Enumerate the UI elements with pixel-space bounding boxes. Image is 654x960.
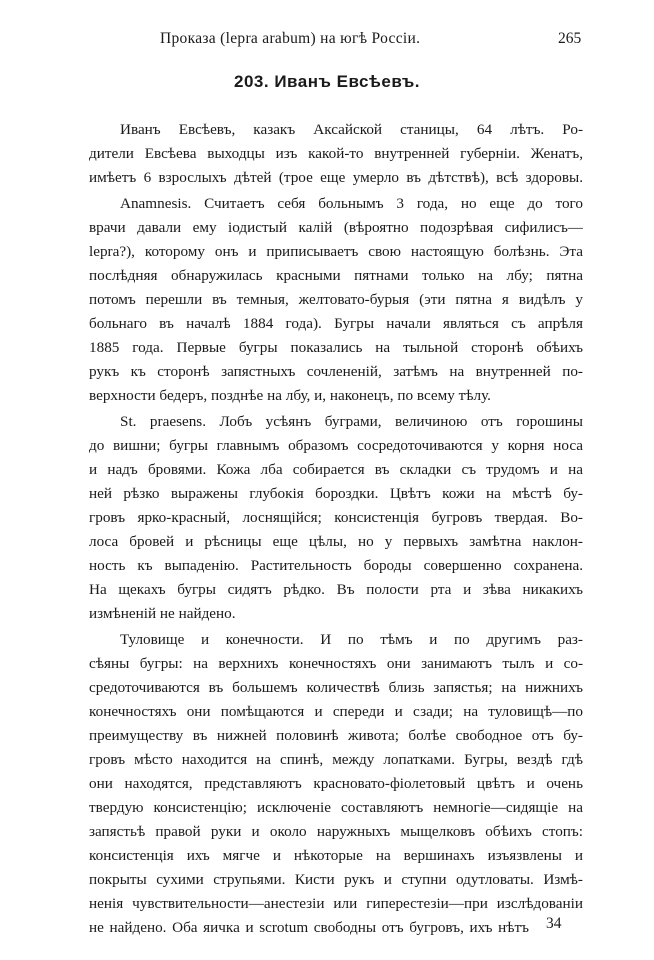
text-line: твердую консистенцію; исключеніе составляютъ немногіе—сидящіе на bbox=[89, 799, 583, 816]
text-line: дители Евсѣева выходцы изъ какой-то внутренней губерніи. Женатъ, bbox=[89, 145, 583, 162]
text-line: имѣетъ 6 взрослыхъ дѣтей (трое еще умерло въ дѣтствѣ), всѣ здоровы. bbox=[89, 169, 583, 186]
text-line: сѣяны бугры: на верхнихъ конечностяхъ они занимаютъ тылъ и со- bbox=[89, 655, 583, 672]
page-number: 265 bbox=[558, 30, 582, 47]
text-line: ней рѣзко выражены глубокія бороздки. Цвѣтъ кожи на мѣстѣ бу- bbox=[89, 485, 583, 502]
text-line: не найдено. Оба яичка и scrotum свободны отъ бугровъ, ихъ нѣтъ bbox=[89, 919, 529, 936]
text-line: послѣдняя обнаружилась красными пятнами только на лбу; пятна bbox=[89, 267, 583, 284]
text-line: верхности бедеръ, позднѣе на лбу, и, наконецъ, по всему тѣлу. bbox=[89, 387, 491, 404]
case-title: 203. Иванъ Евсѣевъ. bbox=[234, 72, 420, 91]
text-line: и надъ бровями. Кожа лба собирается въ складки съ трудомъ и на bbox=[89, 461, 583, 478]
text-line: врачи давали ему іодистый калій (вѣроятно подозрѣвая сифилисъ— bbox=[89, 219, 583, 236]
text-line: измѣненій не найдено. bbox=[89, 605, 236, 622]
text-line: Иванъ Евсѣевъ, казакъ Аксайской станицы, 64 лѣтъ. Ро- bbox=[120, 121, 583, 138]
text-line: они находятся, представляютъ красновато-фіолетовый цвѣтъ и очень bbox=[89, 775, 583, 792]
text-line: больнаго въ началѣ 1884 года). Бугры начали являться съ апрѣля bbox=[89, 315, 583, 332]
text-line: преимуществу въ нижней половинѣ живота; болѣе свободное отъ бу- bbox=[89, 727, 583, 744]
text-line: ненія чувствительности—анестезіи или гиперестезіи—при изслѣдованіи bbox=[89, 895, 583, 912]
text-line: 1885 года. Первые бугры показались на тыльной сторонѣ обѣихъ bbox=[89, 339, 583, 356]
text-line: рукъ къ сторонѣ запястныхъ сочлененій, затѣмъ на внутренней по- bbox=[89, 363, 583, 380]
text-line: ность къ выпаденію. Растительность бороды совершенно сохранена. bbox=[89, 557, 583, 574]
text-line: Anamnesis. Считаетъ себя больнымъ 3 года, но еще до того bbox=[120, 195, 583, 212]
text-line: гровъ мѣсто находится на спинѣ, между лопатками. Бугры, вездѣ гдѣ bbox=[89, 751, 583, 768]
text-line: лоса бровей и рѣсницы еще цѣлы, но у первыхъ замѣтна наклон- bbox=[89, 533, 583, 550]
text-line: до вишни; бугры главнымъ образомъ сосредоточиваются у корня носа bbox=[89, 437, 583, 454]
text-line: конечностяхъ они помѣщаются и спереди и сзади; на туловищѣ—по bbox=[89, 703, 583, 720]
text-line: гровъ ярко-красный, лоснящійся; консистенція бугровъ твердая. Во- bbox=[89, 509, 583, 526]
text-line: Туловище и конечности. И по тѣмъ и по другимъ раз- bbox=[120, 631, 583, 648]
text-line: lepra?), которому онъ и приписываетъ свою настоящую болѣзнь. Эта bbox=[89, 243, 583, 260]
running-title: Проказа (lepra arabum) на югѣ Россіи. bbox=[160, 30, 421, 47]
text-line: консистенція ихъ мягче и нѣкоторые на вершинахъ изъязвлены и bbox=[89, 847, 583, 864]
text-line: потомъ перешли въ темныя, желтовато-бурыя (эти пятна я видѣлъ у bbox=[89, 291, 583, 308]
text-line: запястьѣ правой руки и около наружныхъ мыщелковъ обѣихъ стопъ: bbox=[89, 823, 583, 840]
text-line: St. praesens. Лобъ усѣянъ буграми, величиною отъ горошины bbox=[120, 413, 583, 430]
signature-mark: 34 bbox=[546, 915, 562, 932]
text-line: средоточиваются въ большемъ количествѣ близь запястья; на нижнихъ bbox=[89, 679, 583, 696]
text-line: На щекахъ бугры сидятъ рѣдко. Въ полости рта и зѣва никакихъ bbox=[89, 581, 583, 598]
text-line: покрыты сухими струпьями. Кисти рукъ и ступни одутловаты. Измѣ- bbox=[89, 871, 583, 888]
